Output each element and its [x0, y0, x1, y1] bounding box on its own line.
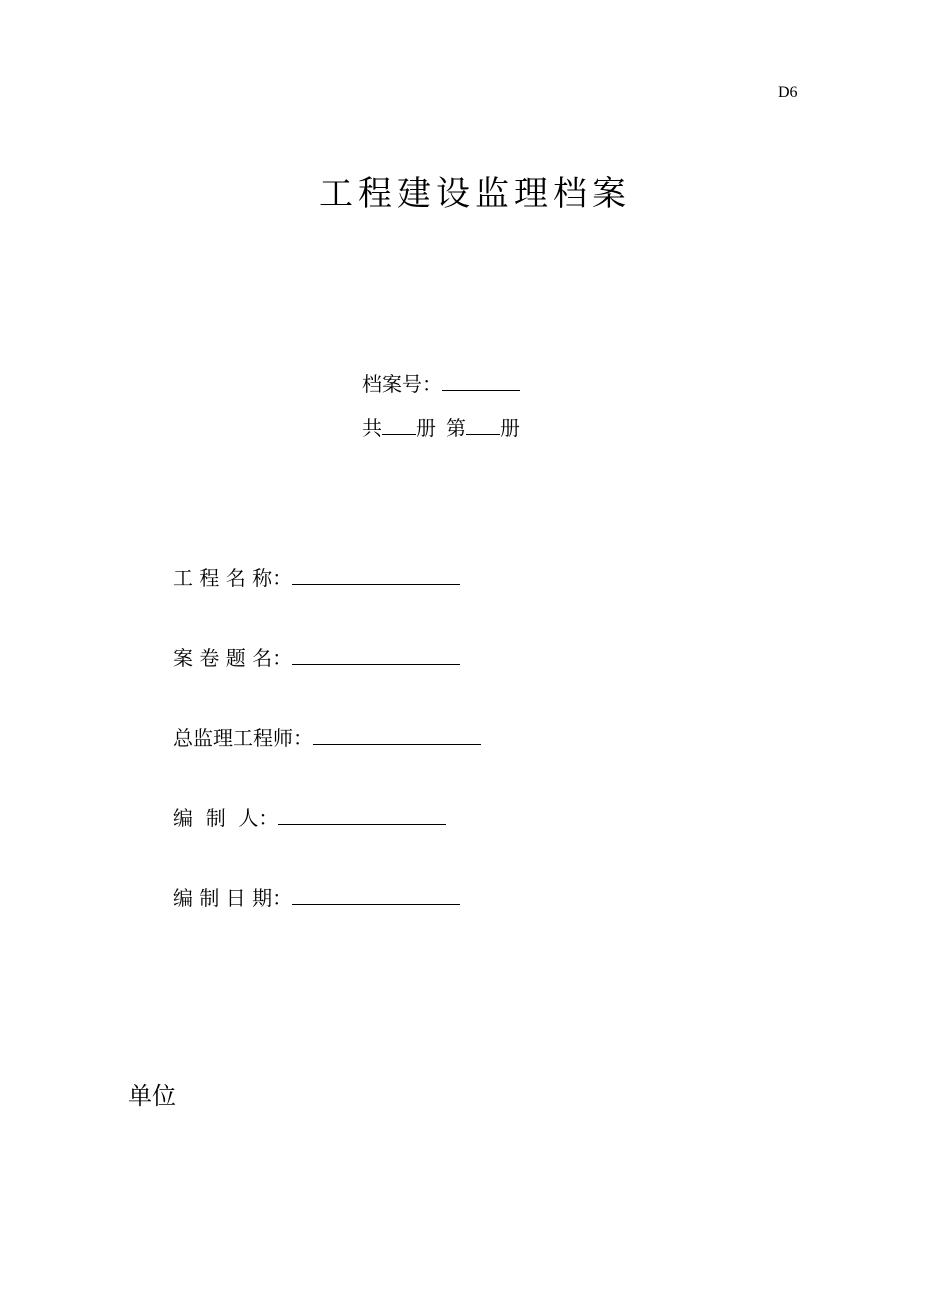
- volume-number-suffix: 册: [500, 416, 520, 440]
- archive-number-label: 档案号：: [362, 372, 442, 396]
- compile-date-field[interactable]: [292, 886, 460, 905]
- project-name-label: 工 程 名 称：: [173, 566, 293, 590]
- chief-engineer-field[interactable]: [313, 726, 481, 745]
- volume-row: [362, 412, 520, 456]
- compiler-label: 编 制 人：: [173, 806, 279, 830]
- document-code: D6: [778, 84, 798, 101]
- volume-number-field[interactable]: [466, 416, 500, 435]
- unit-label: 单位: [128, 1082, 176, 1110]
- case-title-label: 案 卷 题 名：: [173, 646, 293, 670]
- compiler-row: [173, 802, 481, 882]
- case-title-field[interactable]: [292, 646, 460, 665]
- page-title: 工程建设监理档案: [319, 174, 631, 214]
- volume-total-prefix: 共: [362, 416, 382, 440]
- archive-number-row: [362, 368, 520, 412]
- project-name-field[interactable]: [292, 566, 460, 585]
- volume-number-prefix: 第: [446, 416, 466, 440]
- compiler-field[interactable]: [278, 806, 446, 825]
- volume-total-suffix: 册: [416, 416, 436, 440]
- archive-number-field[interactable]: [442, 372, 520, 391]
- compile-date-row: [173, 882, 481, 962]
- project-name-row: [173, 562, 481, 642]
- archive-info: [362, 368, 520, 456]
- chief-engineer-row: [173, 722, 481, 802]
- compile-date-label: 编 制 日 期：: [173, 886, 293, 910]
- case-title-row: [173, 642, 481, 722]
- form-fields: [173, 562, 481, 962]
- volume-total-field[interactable]: [382, 416, 416, 435]
- chief-engineer-label: 总监理工程师：: [173, 726, 313, 750]
